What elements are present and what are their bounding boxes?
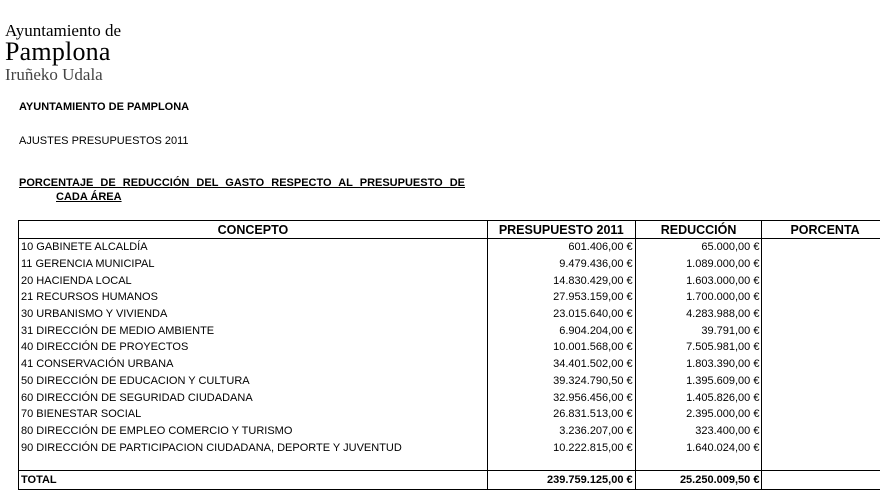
row-presupuesto: 10.001.568,00 € [487,339,635,356]
column-header-porcentaje: PORCENTA [762,221,880,239]
row-porcentaje [762,389,880,406]
row-reduccion: 1.700.000,00 € [635,289,762,306]
row-presupuesto: 34.401.502,00 € [487,356,635,373]
row-reduccion: 1.603.000,00 € [635,272,762,289]
row-porcentaje [762,373,880,390]
row-reduccion: 2.395.000,00 € [635,406,762,423]
row-porcentaje [762,356,880,373]
row-presupuesto: 32.956.456,00 € [487,389,635,406]
row-concepto: 11 GERENCIA MUNICIPAL [19,256,488,273]
document-subtitle: AJUSTES PRESUPUESTOS 2011 [19,135,189,147]
table-row [19,373,880,390]
row-porcentaje [762,256,880,273]
table-title-line-1: PORCENTAJE DE REDUCCIÓN DEL GASTO RESPECTO AL PRESUPUESTO DE [19,177,465,189]
row-concepto: 31 DIRECCIÓN DE MEDIO AMBIENTE [19,322,488,339]
row-concepto: 41 CONSERVACIÓN URBANA [19,356,488,373]
table-row [19,389,880,406]
row-concepto: 30 URBANISMO Y VIVIENDA [19,306,488,323]
row-concepto: 60 DIRECCIÓN DE SEGURIDAD CIUDADANA [19,389,488,406]
row-concepto: 20 HACIENDA LOCAL [19,272,488,289]
total-presupuesto: 239.759.125,00 € [487,470,635,489]
table-row [19,306,880,323]
row-concepto: 50 DIRECCIÓN DE EDUCACION Y CULTURA [19,373,488,390]
row-concepto: 40 DIRECCIÓN DE PROYECTOS [19,339,488,356]
row-presupuesto: 14.830.429,00 € [487,272,635,289]
logo-line-3: Iruñeko Udala [5,65,103,84]
table-row [19,256,880,273]
row-porcentaje [762,272,880,289]
row-presupuesto: 26.831.513,00 € [487,406,635,423]
row-presupuesto: 23.015.640,00 € [487,306,635,323]
row-reduccion: 1.089.000,00 € [635,256,762,273]
row-porcentaje [762,439,880,456]
row-porcentaje [762,306,880,323]
row-porcentaje [762,239,880,256]
table-row [19,339,880,356]
row-reduccion: 7.505.981,00 € [635,339,762,356]
row-porcentaje [762,339,880,356]
logo [5,22,121,83]
table-row [19,356,880,373]
row-presupuesto: 601.406,00 € [487,239,635,256]
row-reduccion: 323.400,00 € [635,423,762,440]
table-row [19,239,880,256]
row-reduccion: 1.395.609,00 € [635,373,762,390]
table-row [19,406,880,423]
row-concepto: 80 DIRECCIÓN DE EMPLEO COMERCIO Y TURISMO [19,423,488,440]
total-porcentaje [762,470,880,489]
table-title-line-2: CADA ÁREA [56,191,122,203]
row-presupuesto: 27.953.159,00 € [487,289,635,306]
column-header-presupuesto: PRESUPUESTO 2011 [487,221,635,239]
table-header-row [19,221,880,239]
row-presupuesto: 39.324.790,50 € [487,373,635,390]
row-presupuesto: 10.222.815,00 € [487,439,635,456]
row-concepto: 70 BIENESTAR SOCIAL [19,406,488,423]
table-title [19,176,499,204]
logo-line-2: Pamplona [5,37,111,66]
column-header-concepto: CONCEPTO [19,221,488,239]
row-presupuesto: 9.479.436,00 € [487,256,635,273]
row-porcentaje [762,423,880,440]
row-concepto: 10 GABINETE ALCALDÍA [19,239,488,256]
row-reduccion: 65.000,00 € [635,239,762,256]
table-row [19,289,880,306]
total-reduccion: 25.250.009,50 € [635,470,762,489]
budget-table [18,220,880,490]
column-header-reduccion: REDUCCIÓN [635,221,762,239]
row-concepto: 90 DIRECCIÓN DE PARTICIPACION CIUDADANA, DEPORTE Y JUVENTUD [19,439,488,456]
table-row [19,423,880,440]
table-spacer-row [19,456,880,471]
table-row [19,272,880,289]
row-reduccion: 1.640.024,00 € [635,439,762,456]
row-reduccion: 1.405.826,00 € [635,389,762,406]
table-total-row [19,470,880,489]
row-reduccion: 4.283.988,00 € [635,306,762,323]
total-label: TOTAL [19,470,488,489]
row-presupuesto: 3.236.207,00 € [487,423,635,440]
row-porcentaje [762,289,880,306]
row-concepto: 21 RECURSOS HUMANOS [19,289,488,306]
table-row [19,322,880,339]
row-reduccion: 1.803.390,00 € [635,356,762,373]
table-row [19,439,880,456]
row-porcentaje [762,406,880,423]
logo-line-1: Ayuntamiento de [5,21,121,40]
organization-heading: AYUNTAMIENTO DE PAMPLONA [19,101,190,113]
row-presupuesto: 6.904.204,00 € [487,322,635,339]
row-porcentaje [762,322,880,339]
row-reduccion: 39.791,00 € [635,322,762,339]
